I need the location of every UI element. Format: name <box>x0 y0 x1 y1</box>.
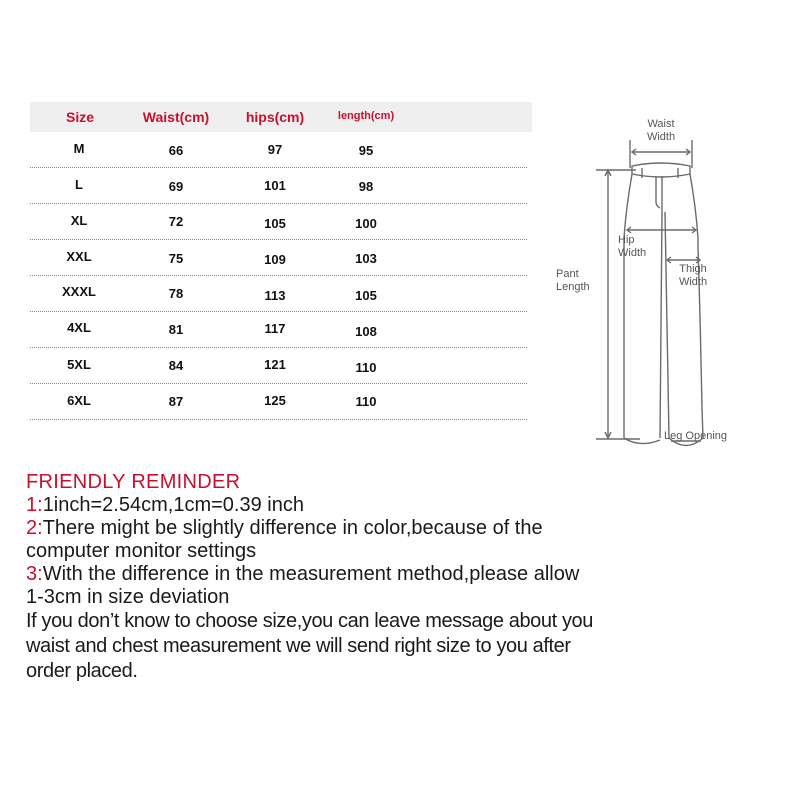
cell-size: M <box>73 141 85 156</box>
cell-length: 95 <box>358 143 374 158</box>
reminder-title: FRIENDLY REMINDER <box>26 471 241 493</box>
table-row <box>30 240 527 276</box>
pant-length-label: Pant Length <box>556 268 590 293</box>
hip-width-label: Hip Width <box>618 234 647 259</box>
waist-width-label: Waist Width <box>646 118 676 143</box>
cell-hips: 109 <box>264 252 286 267</box>
cell-size: XXXL <box>62 284 96 299</box>
cell-size: XL <box>70 213 88 228</box>
table-row <box>30 348 527 384</box>
cell-length: 105 <box>355 288 377 303</box>
cell-waist: 72 <box>168 214 184 229</box>
cell-size: XXL <box>66 249 92 264</box>
thigh-width-label: Thigh Width <box>678 263 708 288</box>
reminder-item-1: 1:1inch=2.54cm,1cm=0.39 inch <box>26 494 304 516</box>
cell-waist: 75 <box>168 251 184 266</box>
cell-hips: 113 <box>264 288 286 303</box>
cell-length: 110 <box>355 394 377 409</box>
cell-waist: 69 <box>168 179 184 194</box>
cell-waist: 84 <box>168 358 184 373</box>
reminder-note-line-3: order placed. <box>26 660 138 682</box>
pants-measurement-diagram <box>550 108 770 458</box>
cell-hips: 101 <box>264 178 286 193</box>
table-row <box>30 168 527 204</box>
cell-length: 108 <box>355 324 377 339</box>
cell-waist: 81 <box>168 322 184 337</box>
friendly-reminder <box>26 470 786 684</box>
reminder-item-3: 3:With the difference in the measurement method,please allow <box>26 563 580 585</box>
cell-waist: 78 <box>168 286 184 301</box>
cell-size: 5XL <box>67 357 91 372</box>
cell-length: 103 <box>355 251 377 266</box>
cell-waist: 87 <box>168 394 184 409</box>
cell-hips: 125 <box>264 393 286 408</box>
cell-hips: 117 <box>264 321 286 336</box>
cell-size: 6XL <box>67 393 91 408</box>
cell-length: 98 <box>358 179 374 194</box>
table-row <box>30 312 527 348</box>
cell-waist: 66 <box>168 143 184 158</box>
reminder-item-3-cont: 1-3cm in size deviation <box>26 586 230 608</box>
table-row <box>30 132 527 168</box>
cell-length: 110 <box>355 360 377 375</box>
size-chart-table <box>30 102 532 409</box>
header-waist: Waist(cm) <box>142 109 210 125</box>
cell-hips: 97 <box>267 142 283 157</box>
reminder-note-line-1: If you don’t know to choose size,you can leave message about you <box>26 610 593 632</box>
reminder-note-line-2: waist and chest measurement we will send right size to you after <box>26 635 571 657</box>
cell-hips: 121 <box>264 357 286 372</box>
cell-size: L <box>75 177 83 192</box>
reminder-item-2-cont: computer monitor settings <box>26 540 257 562</box>
table-row <box>30 276 527 312</box>
header-length: length(cm) <box>337 110 395 122</box>
cell-hips: 105 <box>264 216 286 231</box>
table-row <box>30 204 527 240</box>
reminder-item-2: 2:There might be slightly difference in color,because of the <box>26 517 543 539</box>
table-header <box>30 102 532 132</box>
header-size: Size <box>65 109 95 125</box>
cell-size: 4XL <box>67 320 91 335</box>
header-hips: hips(cm) <box>245 109 305 125</box>
cell-length: 100 <box>355 216 377 231</box>
table-row <box>30 384 527 420</box>
leg-opening-label: Leg Opening <box>664 430 727 442</box>
